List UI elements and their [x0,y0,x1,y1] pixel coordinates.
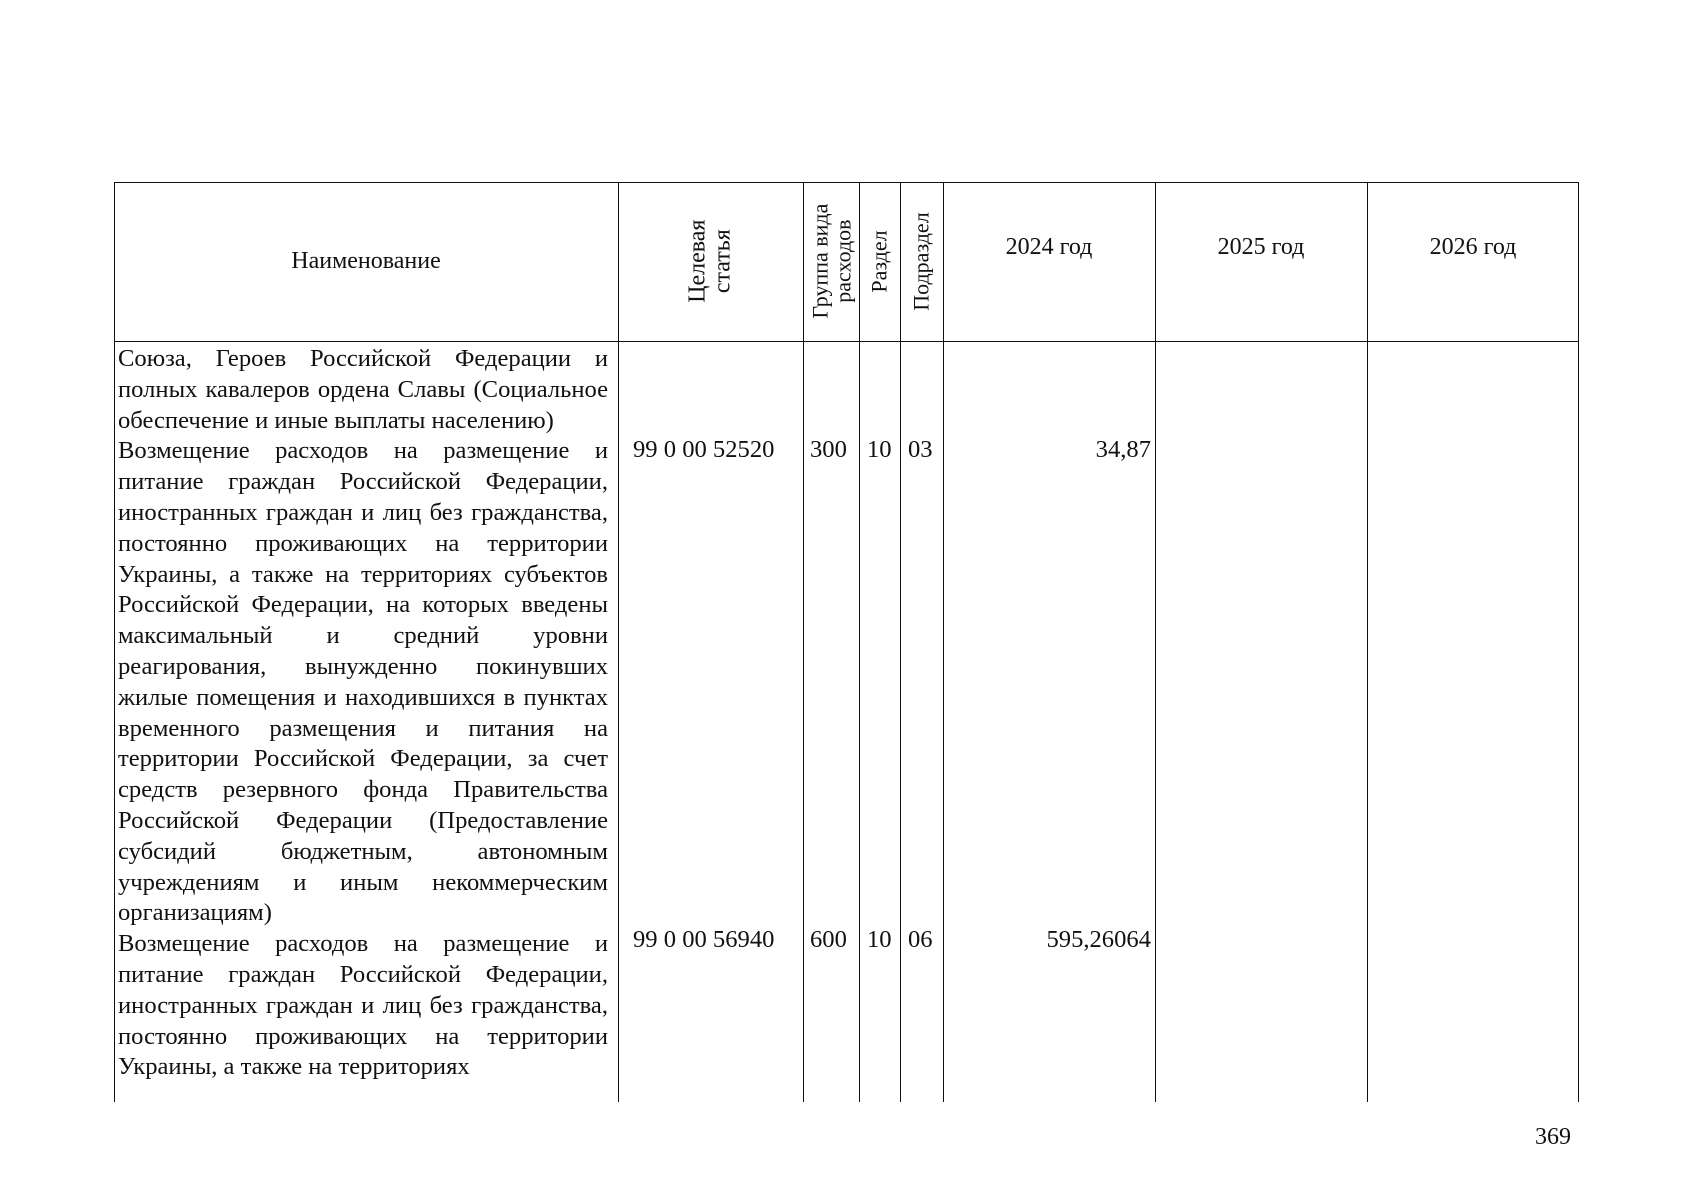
row-1-name: Союза, Героев Российской Федерации и полных кавалеров ордена Славы (Социальное обеспечение и иные выплаты населению) [118,345,608,434]
header-section [859,182,900,341]
header-expense-group-line1: Группа вида [806,204,832,319]
header-2025 [1155,182,1367,341]
header-expense-group-line2: расходов [830,219,856,304]
header-2024-label: 2024 год [1005,234,1093,260]
row-2-target-article: 99 0 00 56940 [633,926,775,953]
row-2-expense-group: 600 [810,926,847,953]
row-1-section: 10 [867,436,892,463]
row-1-subsection: 03 [908,436,933,463]
header-2026-label: 2026 год [1429,234,1517,260]
header-target-article [618,182,803,341]
header-subsection-label: Подраздел [908,212,934,311]
row-1-expense-group: 300 [810,436,847,463]
header-separator [114,341,1579,342]
header-expense-group [803,182,859,341]
row-1-2024: 34,87 [1095,436,1151,463]
header-2025-label: 2025 год [1217,234,1305,260]
header-target-article-line1: Целевая [684,219,711,304]
row-3-name: Возмещение расходов на размещение и питание граждан Российской Федерации, иностранных граждан и лиц без гражданства, постоянно проживающих на территории Украины, а также на территориях [118,930,608,1081]
row-2-section: 10 [867,926,892,953]
row-1-target-article: 99 0 00 52520 [633,436,775,463]
header-2024 [943,182,1155,341]
header-name [114,182,618,341]
row-2-name: Возмещение расходов на размещение и питание граждан Российской Федерации, иностранных граждан и лиц без гражданства, постоянно проживающих на территории Украины, а также на территориях субъектов Российской Федерации, на которых введены максимальный и средний уровни реагирования, вынужденно покинувших жилые помещения и находившихся в пунктах временного размещения и питания на территории Российской Федерации, за счет средств резервного фонда Правительства Российской Федерации (Предоставление субсидий бюджетным, автономным учреждениям и иным некоммерческим организациям) [118,437,608,927]
header-subsection [900,182,943,341]
header-target-article-line2: статья [709,229,736,294]
header-name-label: Наименование [291,248,441,274]
header-2026 [1367,182,1579,341]
row-2-2024: 595,26064 [1046,926,1151,953]
name-column [118,344,608,1083]
row-2-subsection: 06 [908,926,933,953]
page-number: 369 [1535,1124,1571,1150]
header-section-label: Раздел [866,230,892,293]
